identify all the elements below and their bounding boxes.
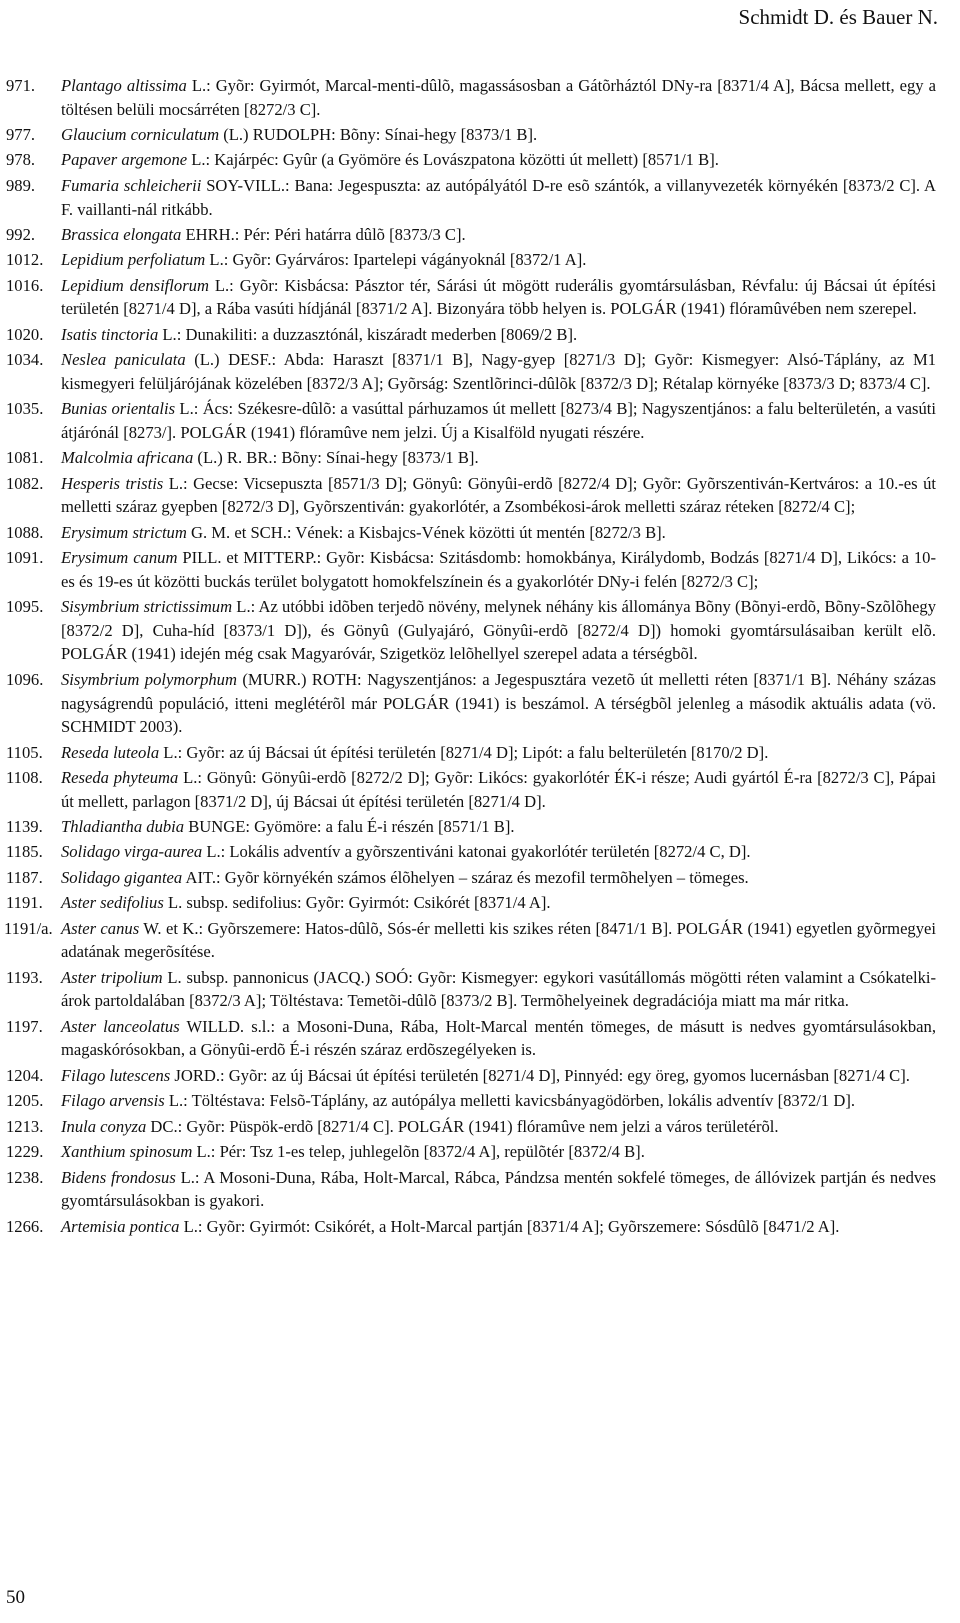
species-name: Sisymbrium polymorphum [61, 669, 237, 689]
entry-text: L.: Gyõr: Gyárváros: Ipartelepi vágányoknál [8372/1 A]. [205, 250, 587, 270]
entry-number: 1082. [6, 473, 44, 493]
entry-text: BUNGE: Gyömöre: a falu É-i részén [8571/1 B]. [184, 817, 515, 836]
species-list [0, 74, 960, 1240]
entry-text: L.: Lokális adventív a gyõrszentiváni katonai gyakorlótér területén [8272/4 C, D]. [202, 842, 751, 862]
entry-text: G. M. et SCH.: Vének: a Kisbajcs-Vének közötti út mentén [8272/3 B]. [186, 522, 666, 542]
entry-number: 1088. [6, 522, 44, 542]
species-name: Erysimum canum [61, 548, 178, 568]
entry-number: 1081. [6, 448, 44, 468]
species-entry [0, 866, 960, 890]
entry-number: 1012. [6, 250, 44, 270]
species-name: Solidago virga-aurea [61, 842, 203, 862]
species-name: Filago lutescens [61, 1065, 171, 1085]
entry-text: L. subsp. pannonicus (JACQ.) SOÓ: Gyõr: Kismegyer: egykori vasútállomás mögötti réten valamint a Csókatelki-árok partoldalában [8372/3 A]; Töltéstava: Temetõi-dûlõ [8373/2 B]. Termõhelyeinek degradációja miatt ma már ritka. [61, 967, 937, 1011]
species-entry [0, 891, 960, 915]
entry-number: 1105. [6, 742, 43, 762]
entry-number: 1096. [6, 669, 44, 689]
entry-text: L. subsp. sedifolius: Gyõr: Gyirmót: Csikórét [8371/4 A]. [163, 893, 551, 913]
entry-number: 992. [6, 224, 36, 244]
species-entry [0, 248, 960, 272]
species-name: Thladiantha dubia [61, 817, 185, 836]
entry-text: SOY-VILL.: Bana: Jegespuszta: az autópályától D-re esõ szántók, a villanyvezeték környékén [8373/2 C]. A F. vaillanti-nál ritkább. [61, 175, 936, 219]
entry-text: L.: Dunakiliti: a duzzasztónál, kiszáradt mederben [8069/2 B]. [158, 324, 578, 344]
species-entry [0, 521, 960, 545]
running-header: Schmidt D. és Bauer N. [738, 5, 938, 29]
species-name: Bunias orientalis [61, 399, 176, 419]
entry-number: 989. [6, 175, 36, 195]
species-name: Brassica elongata [61, 224, 182, 244]
entry-text: L.: Gyõr: az új Bácsai út építési területén [8271/4 D]; Lipót: a falu belterületén [8170/2 D]. [159, 742, 769, 762]
species-name: Xanthium spinosum [61, 1142, 193, 1162]
species-entry [0, 595, 960, 666]
species-entry [0, 123, 960, 147]
entry-number: 1193. [6, 967, 43, 987]
species-entry [0, 74, 960, 121]
entry-text: (L.) RUDOLPH: Bõny: Sínai-hegy [8373/1 B]. [219, 125, 538, 145]
entry-number: 1204. [6, 1065, 44, 1085]
entry-number: 977. [6, 125, 36, 145]
entry-text: L.: Az utóbbi idõben terjedõ növény, melynek néhány kis állománya Bõny (Bõnyi-erdõ, Bõny-Szõlõhegy [8372/2 D], Cuha-híd [8373/1 D]), és Gönyû (Gulyajáró, Gönyûi-erdõ [8272/4 D]) homoki gyomtársulásaiban került elõ. POLGÁR (1941) idején még csak Magyaróvár, Szigetköz lelõhellyel szerepel adata a térségbõl. [61, 597, 936, 664]
entry-text: L.: Kajárpéc: Gyûr (a Gyömöre és Lovászpatona közötti út mellett) [8571/1 B]. [187, 150, 719, 170]
page-number: 50 [6, 1587, 25, 1608]
species-name: Reseda phyteuma [61, 767, 179, 787]
entry-text: L.: Gönyû: Gönyûi-erdõ [8272/2 D]; Gyõr: Likócs: gyakorlótér ÉK-i része; Audi gyártól É-ra [8272/3 C], Pápai út mellett, parlagon [8371/2 D], új Bácsai út építési területén [8271/4 D]. [61, 767, 936, 811]
entry-number: 1091. [6, 548, 44, 568]
entry-number: 1229. [6, 1142, 44, 1162]
species-name: Papaver argemone [61, 150, 188, 170]
entry-text: W. et K.: Gyõrszemere: Hatos-dûlõ, Sós-ér melletti kis szikes réten [8471/1 B]. POLGÁR (1941) egyetlen gyõrmegyei adatának megerõsítése. [61, 918, 936, 962]
species-entry [0, 741, 960, 765]
entry-number: 1020. [6, 324, 44, 344]
species-name: Inula conyza [61, 1116, 147, 1136]
species-entry [0, 546, 960, 593]
entry-number: 1187. [6, 867, 43, 887]
entry-text: JORD.: Gyõr: az új Bácsai út építési területén [8271/4 D], Pinnyéd: egy öreg, gyomos lucernásban [8271/4 C]. [170, 1065, 910, 1085]
entry-text: L.: Töltéstava: Felsõ-Táplány, az autópálya melletti kavicsbányagödörben, lokális adventív [8372/1 D]. [164, 1091, 855, 1111]
entry-text: L.: Gyõr: Kisbácsa: Pásztor tér, Sárási út mögött ruderális gyomtársulásban, Révfalu: új Bácsai út építési területén [8271/4 D], a Rába vasúti hídjánál [8371/2 A]. Bizonyára több helyen is. POLGÁR (1941) flóramûvében nem szerepel. [61, 275, 936, 319]
entry-number: 1139. [6, 817, 43, 836]
species-entry [0, 1140, 960, 1164]
species-entry [0, 1166, 960, 1213]
entry-number: 1205. [6, 1091, 44, 1111]
entry-number: 971. [6, 76, 36, 95]
entry-text: EHRH.: Pér: Péri határra dûlõ [8373/3 C]. [181, 224, 466, 244]
species-entry [0, 446, 960, 470]
species-entry [0, 472, 960, 519]
species-entry [0, 1089, 960, 1113]
species-entry [0, 174, 960, 221]
entry-number: 1191/a. [4, 918, 53, 938]
entry-text: (L.) DESF.: Abda: Haraszt [8371/1 B], Nagy-gyep [8271/3 D]; Gyõr: Kismegyer: Alsó-Táplány, az M1 kismegyeri felüljárójának közelében [8372/3 A]; Gyõrság: Szentlõrinci-dûlõk [8372/3 D]; Rétalap környéke [8373/3 D; 8373/4 C]. [61, 350, 936, 393]
species-name: Erysimum strictum [61, 522, 187, 542]
entry-text: WILLD. s.l.: a Mosoni-Duna, Rába, Holt-Marcal mentén tömeges, de másutt is nedves gyomtársulásokban, magaskórósokban, a Gönyûi-erdõ É-i részén száraz erdõszegélyeken is. [61, 1016, 936, 1060]
entry-text: L.: Gyõr: Gyirmót: Csikórét, a Holt-Marcal partján [8371/4 A]; Gyõrszemere: Sósdûlõ [8471/2 A]. [179, 1216, 840, 1236]
species-name: Filago arvensis [61, 1091, 165, 1111]
species-entry [0, 815, 960, 839]
species-name: Neslea paniculata [61, 350, 186, 370]
entry-text: L.: Gecse: Vicsepuszta [8571/3 D]; Gönyû: Gönyûi-erdõ [8272/4 D]; Gyõr: Gyõrszentiván-Kertváros: a 10.-es út melletti száraz gyepben [8272/3 D], Gyõrszentiván: gyakorlótér, a Zsombékosi-árok melletti száraz réteken [8272/4 C]; [61, 473, 936, 517]
entry-number: 1213. [6, 1116, 44, 1136]
entry-text: L.: Pér: Tsz 1-es telep, juhlegelõn [8372/4 A], repülõtér [8372/4 B]. [192, 1142, 645, 1162]
species-name: Lepidium densiflorum [61, 275, 209, 295]
entry-number: 1238. [6, 1167, 44, 1187]
species-name: Malcolmia africana [61, 448, 194, 468]
entry-number: 1191. [6, 893, 43, 913]
species-entry [0, 148, 960, 172]
species-name: Plantago altissima [61, 76, 187, 95]
entry-number: 1185. [6, 842, 43, 862]
species-name: Aster canus [61, 918, 140, 938]
species-entry [0, 1015, 960, 1062]
species-entry [0, 348, 960, 395]
species-entry [0, 1064, 960, 1088]
species-entry [0, 668, 960, 739]
entry-text: L.: Gyõr: Gyirmót, Marcal-menti-dûlõ, magassásosban a Gátõrháztól DNy-ra [8371/4 A], Bácsa mellett, egy a töltésen belüli mocsárréten [8272/3 C]. [61, 76, 936, 119]
species-name: Aster tripolium [61, 967, 163, 987]
species-name: Sisymbrium strictissimum [61, 597, 233, 617]
entry-text: L.: A Mosoni-Duna, Rába, Holt-Marcal, Rábca, Pándzsa mentén sokfelé tömeges, de állóvizek partján és nedves gyomtársulásokban is gyakori. [61, 1167, 936, 1211]
species-name: Isatis tinctoria [61, 324, 159, 344]
species-name: Aster lanceolatus [61, 1016, 180, 1036]
species-entry [0, 323, 960, 347]
species-entry [0, 766, 960, 813]
entry-number: 1197. [6, 1016, 43, 1036]
entry-text: (L.) R. BR.: Bõny: Sínai-hegy [8373/1 B]. [193, 448, 479, 468]
species-entry [0, 1115, 960, 1139]
entry-number: 1035. [6, 399, 44, 419]
species-entry [0, 840, 960, 864]
entry-number: 1016. [6, 275, 44, 295]
species-name: Solidago gigantea [61, 867, 183, 887]
species-name: Bidens frondosus [61, 1167, 176, 1187]
species-name: Hesperis tristis [61, 473, 164, 493]
species-entry [0, 966, 960, 1013]
species-name: Aster sedifolius [61, 893, 164, 913]
entry-text: (MURR.) ROTH: Nagyszentjános: a Jegespusztára vezetõ út melletti réten [8371/1 B]. Néhány százas nagyságrendû populáció, itteni meglétérõl már POLGÁR (1941) is beszámol. A térségbõl jelenleg a második aktuális adata (vö. SCHMIDT 2003). [61, 669, 936, 737]
species-entry [0, 223, 960, 247]
entry-number: 1095. [6, 597, 44, 617]
species-name: Lepidium perfoliatum [61, 250, 206, 270]
entry-text: L.: Ács: Székesre-dûlõ: a vasúttal párhuzamos út mellett [8273/4 B]; Nagyszentjános: a falu belterületén, a vasúti átjárónál [8273/]. POLGÁR (1941) flóramûve nem jelzi. Új a Kisalföld nyugati részére. [61, 399, 937, 442]
species-name: Artemisia pontica [61, 1216, 180, 1236]
entry-text: DC.: Gyõr: Püspök-erdõ [8271/4 C]. POLGÁR (1941) flóramûve nem jelzi a város területérõl. [146, 1116, 779, 1136]
species-name: Reseda luteola [61, 742, 160, 762]
entry-number: 978. [6, 150, 36, 170]
entry-number: 1034. [6, 350, 44, 370]
species-name: Fumaria schleicherii [61, 175, 202, 195]
species-entry [0, 917, 960, 964]
entry-text: PILL. et MITTERP.: Gyõr: Kisbácsa: Szitásdomb: homokbánya, Királydomb, Bodzás [8271/4 D], Likócs: a 10-es és 19-es út közötti buckás terület bolygatott homokfelszínein és a gyakorlótér DNy-i felén [8272/3 C]; [61, 548, 936, 591]
species-name: Glaucium corniculatum [61, 125, 220, 145]
species-entry [0, 1215, 960, 1239]
species-entry [0, 274, 960, 321]
entry-text: AIT.: Gyõr környékén számos élõhelyen – száraz és mezofil termõhelyen – tömeges. [182, 867, 749, 887]
entry-number: 1108. [6, 767, 43, 787]
entry-number: 1266. [6, 1216, 44, 1236]
species-entry [0, 397, 960, 444]
